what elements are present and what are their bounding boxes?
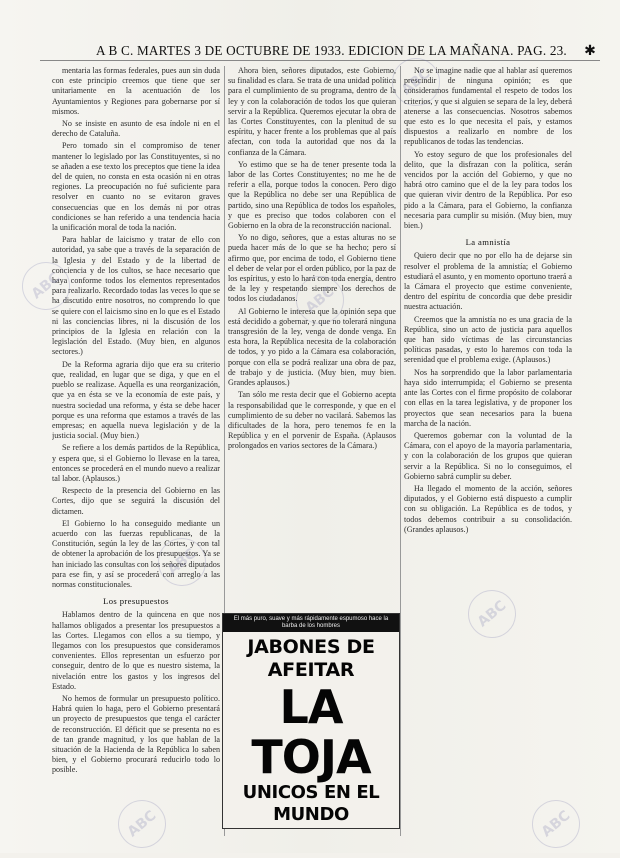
article-paragraph: Yo estimo que se ha de tener presente toda la labor de las Cortes Constituyentes; no me he de referir a ella, porque todos la conocen. Pero digo que la República no debe ser una República de partido, sino una República de todos los españoles, y que es preciso que todos colaboren con el Gobierno en la obra de la reconstrucción nacional. — [228, 159, 396, 231]
article-paragraph: El Gobierno lo ha conseguido mediante un acuerdo con las fuerzas republicanas, de la Constitución, según la ley de las Cortes, y con tal de obtener la aprobación de los presupuestos. Ya se han iniciado las consultas con los señores diputados para ese fin, y así se procederá con arreglo a las normas constitucionales. — [52, 518, 220, 589]
section-heading: La amnistía — [465, 237, 511, 248]
article-paragraph: Creemos que la amnistía no es una gracia de la República, sino un acto de justicia para aquellos que han sido víctimas de las circunstancias políticas pasadas, y esto lo haremos con toda la serenidad que el problema exige. (Aplausos.) — [404, 314, 572, 365]
column-center — [228, 66, 396, 598]
advert-line-jabones: JABONES DE AFEITAR — [247, 636, 375, 681]
advert-tagline: El más puro, suave y más rápidamente espumoso hace la barba de los hombres — [223, 614, 399, 632]
article-paragraph: Nos ha sorprendido que la labor parlamentaria haya sido interrumpida; el Gobierno se presenta ante las Cortes con el firme propósito de colaborar con ellas en la tarea legislativa, y de proponer los proyectos que sean necesarios para la buena marcha de la nación. — [404, 367, 572, 428]
article-paragraph: Quiero decir que no por ello ha de dejarse sin resolver el problema de la amnistía; el Gobierno estudiará el asunto, y en momento oportuno traerá a la Cámara el proyecto que estime conveniente, dentro del espíritu de concordia que debe presidir nuestra actuación. — [404, 251, 572, 312]
column-left — [52, 66, 220, 836]
abc-watermark-stamp: ABC — [108, 790, 176, 858]
section-heading: Los presupuestos — [103, 596, 169, 607]
abc-watermark-stamp: ABC — [458, 580, 526, 648]
article-paragraph: Al Gobierno le interesa que la opinión sepa que está decidido a gobernar, y que no tolerará ninguna transgresión de la ley, venga de donde venga. En esta hora, la República necesita de la colaboración de todos, y yo pido a la Cámara esa colaboración, porque con ella se podrá realizar una obra de paz, de trabajo y de justicia. (Muy bien, muy bien. Grandes aplausos.) — [228, 306, 396, 388]
abc-watermark-stamp: ABC — [12, 252, 80, 320]
article-paragraph: Respecto de la presencia del Gobierno en las Cortes, dijo que se seguirá la discusión del dictamen. — [52, 486, 220, 516]
article-paragraph: No se insiste en asunto de esa índole ni en el derecho de Cataluña. — [52, 119, 220, 139]
advert-line-la-toja: LA TOJA — [251, 680, 371, 784]
article-paragraph: Queremos gobernar con la voluntad de la Cámara, con el apoyo de la mayoría parlamentaria, y con la colaboración de los grupos que quieran servir a la República. Si no lo conseguimos, el Gobierno sabrá cumplir su deber. — [404, 430, 572, 481]
advert-line-unicos: UNICOS EN EL MUNDO — [242, 782, 380, 825]
article-paragraph: Ahora bien, señores diputados, este Gobierno, su finalidad es clara. Se trata de una unidad política para el cumplimiento de su programa, dentro de la ley y con la colaboración de todos los que quieran servir a la República. Queremos ejecutar la obra de las Cortes Constituyentes, con la plenitud de su espíritu, y hacer frente a los problemas que al país afectan, con toda la autoridad que nos da la confianza de la Cámara. — [228, 66, 396, 157]
article-paragraph: De la Reforma agraria dijo que era su criterio que, realidad, en lugar que se diga, y que en el pueblo se realizase. Aquella es una reorganización, que ya en ésta se ve la economía de este país, y nuestra sociedad una reforma, y ésta se debe hacer porque es una reforma que estamos a través de las empresas; en aquella nueva legislación y de la justicia social. (Muy bien.) — [52, 359, 220, 441]
article-paragraph: Ha llegado el momento de la acción, señores diputados, y el Gobierno está dispuesto a cumplir con su obligación. La República es de todos, y todos debemos contribuir a su consolidación. (Grandes aplausos.) — [404, 483, 572, 534]
article-paragraph: Hablamos dentro de la quincena en que nos hallamos obligados a presentar los presupuestos a las Cortes. Llegamos con ellos a su tiempo, y llegamos con los presupuestos que consideramos convenientes. Ellos representan un esfuerzo por conseguir, dentro de lo que es nuestro sistema, la nivelación entre los gastos y los ingresos del Estado. — [52, 610, 220, 691]
article-paragraph: Pero tomado sin el compromiso de tener mantener lo legislado por las Constituyentes, si no se añaden a ese texto los preceptos que tiene la idea del de quien, no consta en esta ocasión ni en otras regiones. La preocupación no fué suficiente para resolver en cuanto no se evitaron graves consecuencias que en los demás ni por otras condiciones se han referido a una tendencia hacia la unificación moral de toda la nación. — [52, 141, 220, 233]
abc-watermark-stamp: ABC — [382, 48, 450, 116]
article-paragraph: Se refiere a los demás partidos de la República, y espera que, si el Gobierno lo llevase en la tarea, entonces se procederá en el mundo nuevo a realizar tal labor. (Aplausos.) — [52, 443, 220, 483]
abc-watermark-stamp: ABC — [522, 790, 590, 858]
article-paragraph: No hemos de formular un presupuesto político. Habrá quien lo haga, pero el Gobierno presentará un proyecto de presupuestos que tenga el carácter de reconstrucción. El déficit que se presenta no es de tan grande magnitud, y los que hablan de la situación de la Hacienda de la República lo saben bien, y el Gobierno procurará reducirlo todo lo posible. — [52, 693, 220, 775]
article-paragraph: mentaria las formas federales, pues aun sin duda con este principio creemos que tiene que ser unitariamente en la acentuación de los Ayuntamientos y Regiones para gobernarse por sí mismos. — [52, 66, 220, 116]
page-header — [96, 43, 596, 59]
article-paragraph: No se imagine nadie que al hablar así queremos prescindir de ninguna opinión; es que consideramos fundamental el respeto de todos los criterios, y que si alguien se separa de la ley, deberá atenerse a las consecuencias. Nosotros sabemos que esto es lo que necesita el país, y estamos dispuestos a realizarlo en nombre de los republicanos de todas las tendencias. — [404, 66, 572, 147]
article-paragraph: Yo estoy seguro de que los profesionales del delito, que la disfrazan con la política, serán vencidos por la acción del Gobierno, y que no habrá otro camino que el de la ley para todos los que quieran vivir dentro de la República. Por eso pido a la Cámara, para el Gobierno, la confianza necesaria para cumplir su misión. (Muy bien, muy bien.) — [404, 149, 572, 231]
advertisement-la-toja — [222, 613, 400, 829]
article-paragraph: Para hablar de laicismo y tratar de ello con autoridad, ya sabe que a través de la separación de la Iglesia y del Estado y de la libertad de conciencia y de los cultos, se hace necesario que haya conforme todos los elementos representados para realizarlo. Recordado todas las veces lo que se ha discutido entre nosotros, no comprendo lo que se quiere con el laicismo sino en lo que es el Estado ni las conciencias libres, ni la discusión de los principios de la Iglesia en relación con la legislación del Estado. (Muy bien, en algunos sectores.) — [52, 235, 220, 357]
header-title: A B C. MARTES 3 DE OCTUBRE DE 1933. EDICION DE LA MAÑANA. PAG. 23. — [96, 43, 567, 58]
abc-watermark-stamp: ABC — [148, 528, 216, 596]
column-divider-2 — [400, 66, 401, 836]
header-mark: ✱ — [584, 44, 596, 59]
header-rule — [40, 60, 600, 61]
article-paragraph: Tan sólo me resta decir que el Gobierno acepta la responsabilidad que le corresponde, y que en el cumplimiento de su deber no vacilará. Sabemos las dificultades de la hora, pero tenemos fe en la República y en el porvenir de España. (Aplausos prolongados en varios sectores de la Cámara.) — [228, 390, 396, 451]
column-right — [404, 66, 572, 836]
abc-watermark-stamp: ABC — [286, 266, 354, 334]
article-paragraph: Yo no digo, señores, que a estas alturas no se pueda hacer más de lo que se ha hecho; pero sí afirmo que, por encima de todo, el Gobierno tiene el deber de velar por el orden público, por la paz de los espíritus, y esto lo hará con toda energía, dentro de la ley y respetando siempre los derechos de todos los ciudadanos. — [228, 233, 396, 304]
